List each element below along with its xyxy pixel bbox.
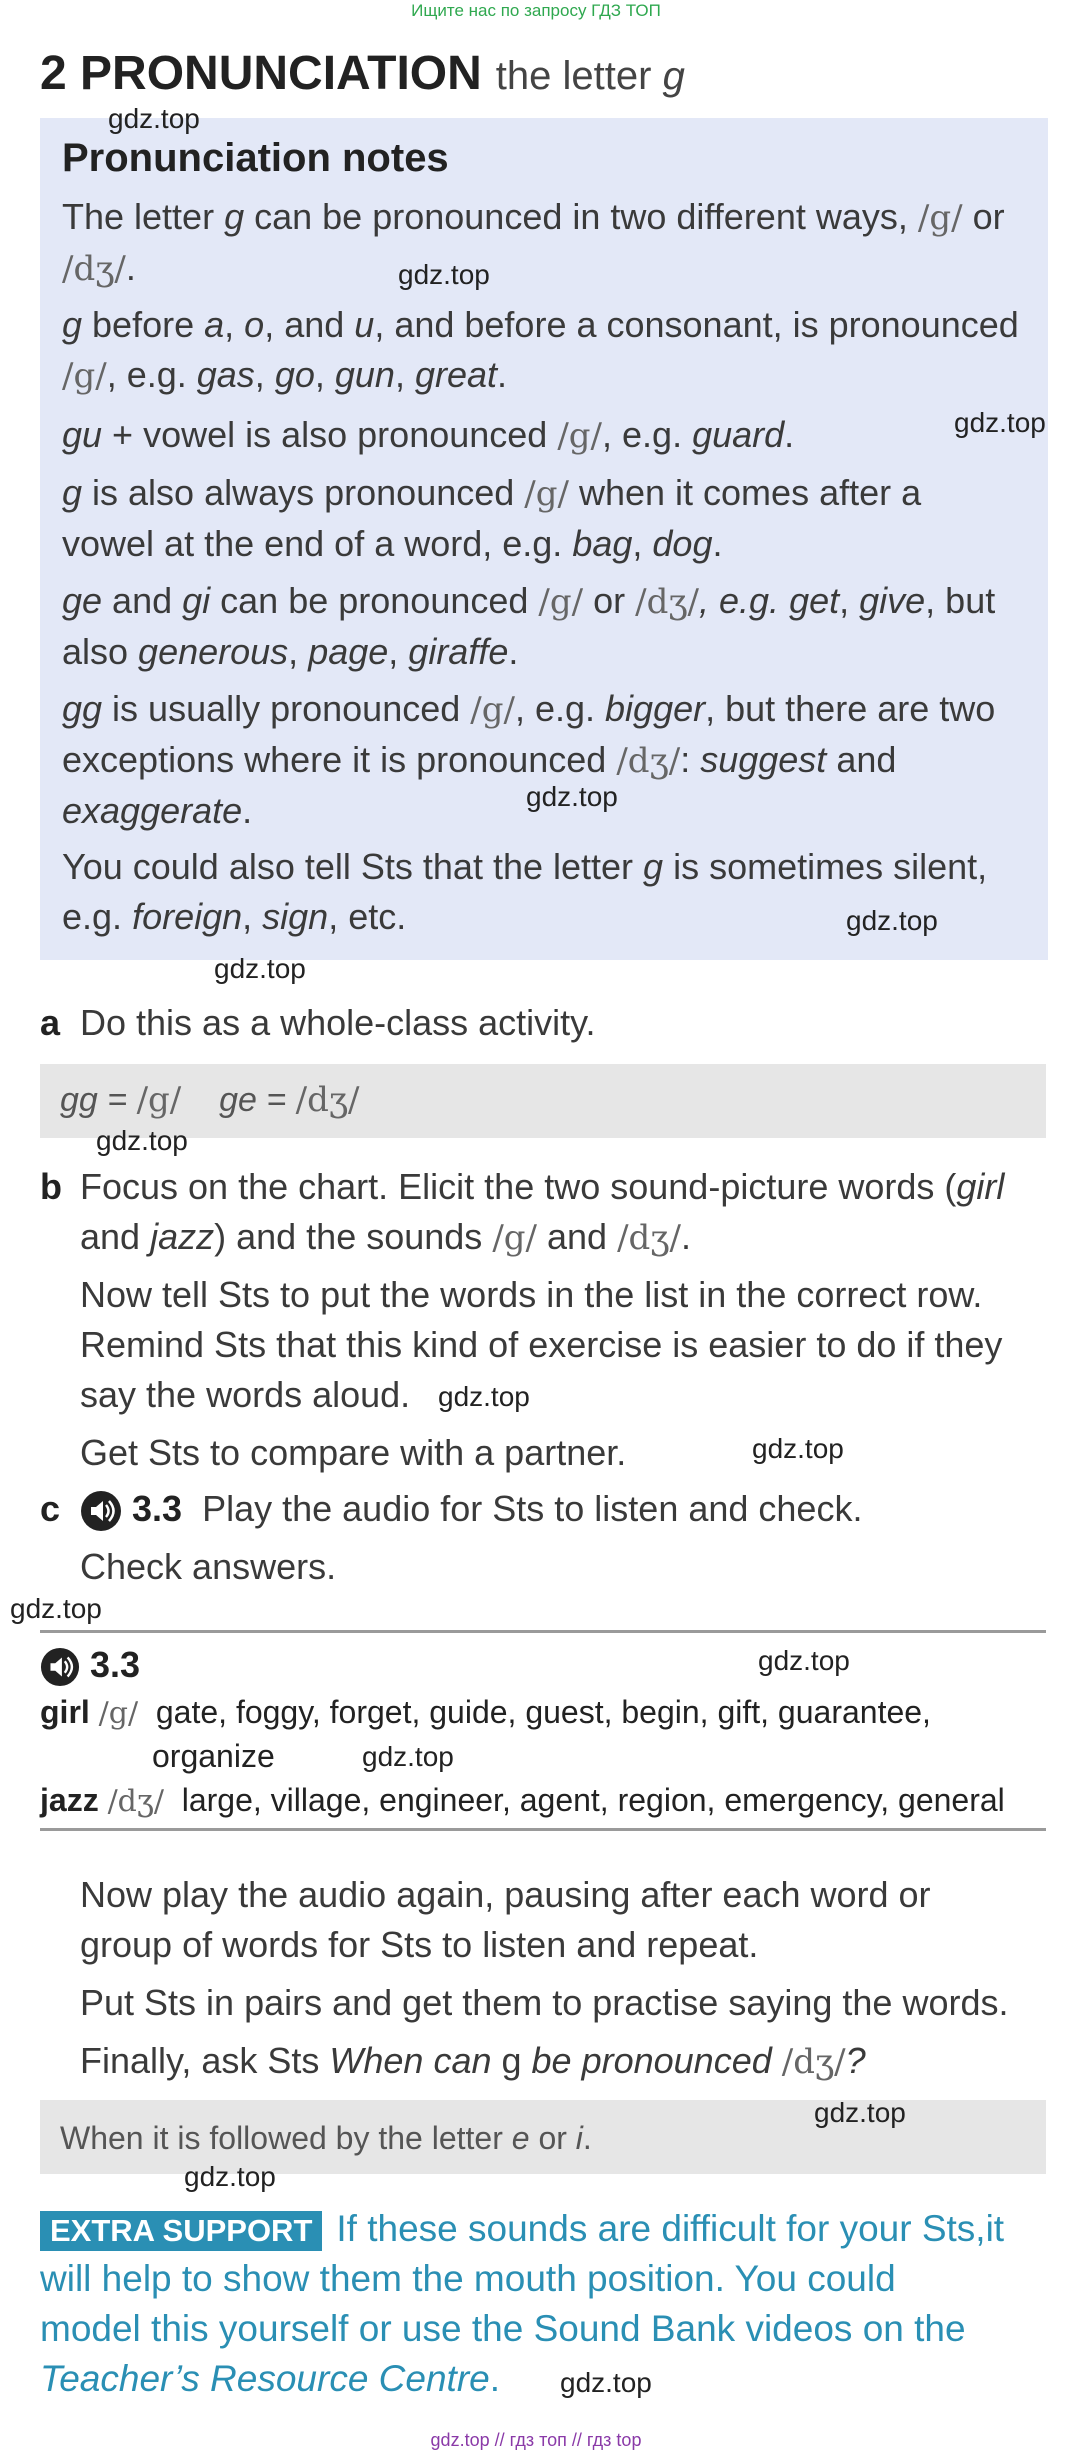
extra-support-line-3: model this yourself or use the Sound Bank videos on the	[40, 2308, 966, 2349]
watermark: gdz.top	[398, 259, 490, 290]
watermark: gdz.top	[214, 953, 306, 984]
watermark: gdz.top	[758, 1645, 850, 1676]
watermark: gdz.top	[814, 2097, 906, 2128]
step-b-line-2: and jazz) and the sounds /g/ and /dʒ/.	[80, 1216, 691, 1258]
page-title	[40, 44, 685, 106]
note-paragraph-6: gg is usually pronounced /g/, e.g. bigger, but there are two exceptions where it is pronounced /dʒ/: suggest and exaggerate.	[62, 688, 996, 831]
answer-final-text: When it is followed by the letter e or i.	[60, 2120, 592, 2156]
audio-key-top-rule	[40, 1630, 1046, 1633]
step-b: b Focus on the chart. Elicit the two sound-picture words (girl	[40, 1166, 1005, 1207]
note-paragraph-7: You could also tell Sts that the letter g is sometimes silent, e.g. foreign, sign, etc.	[62, 846, 988, 937]
step-b-line-5: say the words aloud.	[80, 1374, 411, 1415]
watermark: gdz.top	[10, 1593, 102, 1624]
step-b-line-6: Get Sts to compare with a partner.	[80, 1432, 627, 1473]
note-paragraph-1: The letter g can be pronounced in two different ways, /g/ or /dʒ/.	[62, 196, 1005, 289]
after-line-2: group of words for Sts to listen and repeat.	[80, 1924, 759, 1965]
watermark: gdz.top	[108, 103, 200, 134]
step-a: a Do this as a whole-class activity.	[40, 1002, 596, 1043]
audio-speaker-icon[interactable]	[40, 1647, 80, 1687]
subtitle: the letter g	[495, 54, 685, 98]
audio-speaker-icon[interactable]	[80, 1490, 122, 1532]
answer-a-text: gg = /g/ ge = /dʒ/	[60, 1080, 360, 1120]
audio-key-heading: 3.3	[40, 1640, 140, 1690]
title-text: 2 PRONUNCIATION	[40, 47, 482, 100]
watermark: gdz.top	[954, 407, 1046, 438]
after-line-4: Finally, ask Sts When can g be pronounced /dʒ/?	[80, 2040, 866, 2082]
watermark: gdz.top	[184, 2161, 276, 2192]
audio-key-bottom-rule	[40, 1828, 1046, 1831]
audio-key-jazz-row: jazz /dʒ/ large, village, engineer, agent, region, emergency, general	[40, 1782, 1005, 1819]
watermark: gdz.top	[362, 1741, 454, 1772]
watermark: gdz.top	[438, 1381, 530, 1412]
after-line-3: Put Sts in pairs and get them to practise saying the words.	[80, 1982, 1009, 2023]
note-paragraph-4: g is also always pronounced /g/ when it comes after a vowel at the end of a word, e.g. bag, dog.	[62, 472, 922, 564]
extra-support-badge: EXTRA SUPPORT	[40, 2211, 322, 2251]
watermark: gdz.top	[96, 1125, 188, 1156]
extra-support-line-4: Teacher’s Resource Centre.	[40, 2358, 501, 2399]
extra-support-line-2: will help to show them the mouth position. You could	[40, 2258, 896, 2299]
top-search-note: Ищите нас по запросу ГДЗ ТОП	[411, 1, 661, 20]
audio-key-girl-row: girl /g/ gate, foggy, forget, guide, guest, begin, gift, guarantee,	[40, 1694, 931, 1731]
watermark: gdz.top	[560, 2367, 652, 2398]
audio-key-girl-row-2: organize	[152, 1738, 275, 1774]
step-b-line-3: Now tell Sts to put the words in the list in the correct row.	[80, 1274, 983, 1315]
watermark: gdz.top	[846, 905, 938, 936]
step-c-line-2: Check answers.	[80, 1546, 337, 1587]
watermark: gdz.top	[752, 1433, 844, 1464]
extra-support-line-1: EXTRA SUPPORT If these sounds are difficult for your Sts,it	[40, 2204, 1050, 2254]
note-paragraph-3: gu + vowel is also pronounced /g/, e.g. guard.	[62, 414, 795, 456]
notes-title: Pronunciation notes	[62, 136, 449, 180]
after-line-1: Now play the audio again, pausing after each word or	[80, 1874, 931, 1915]
footer-links[interactable]: gdz.top // гдз топ // гдз top	[430, 2430, 642, 2450]
note-paragraph-2: g before a, o, and u, and before a consonant, is pronounced /g/, e.g. gas, go, gun, great.	[62, 304, 1019, 396]
step-b-line-4: Remind Sts that this kind of exercise is easier to do if they	[80, 1324, 1003, 1365]
step-c: c 3.3 Play the audio for Sts to listen and check.	[40, 1484, 862, 1534]
watermark: gdz.top	[526, 781, 618, 812]
note-paragraph-5: ge and gi can be pronounced /g/ or /dʒ/, e.g. get, give, but also generous, page, giraffe.	[62, 580, 996, 672]
